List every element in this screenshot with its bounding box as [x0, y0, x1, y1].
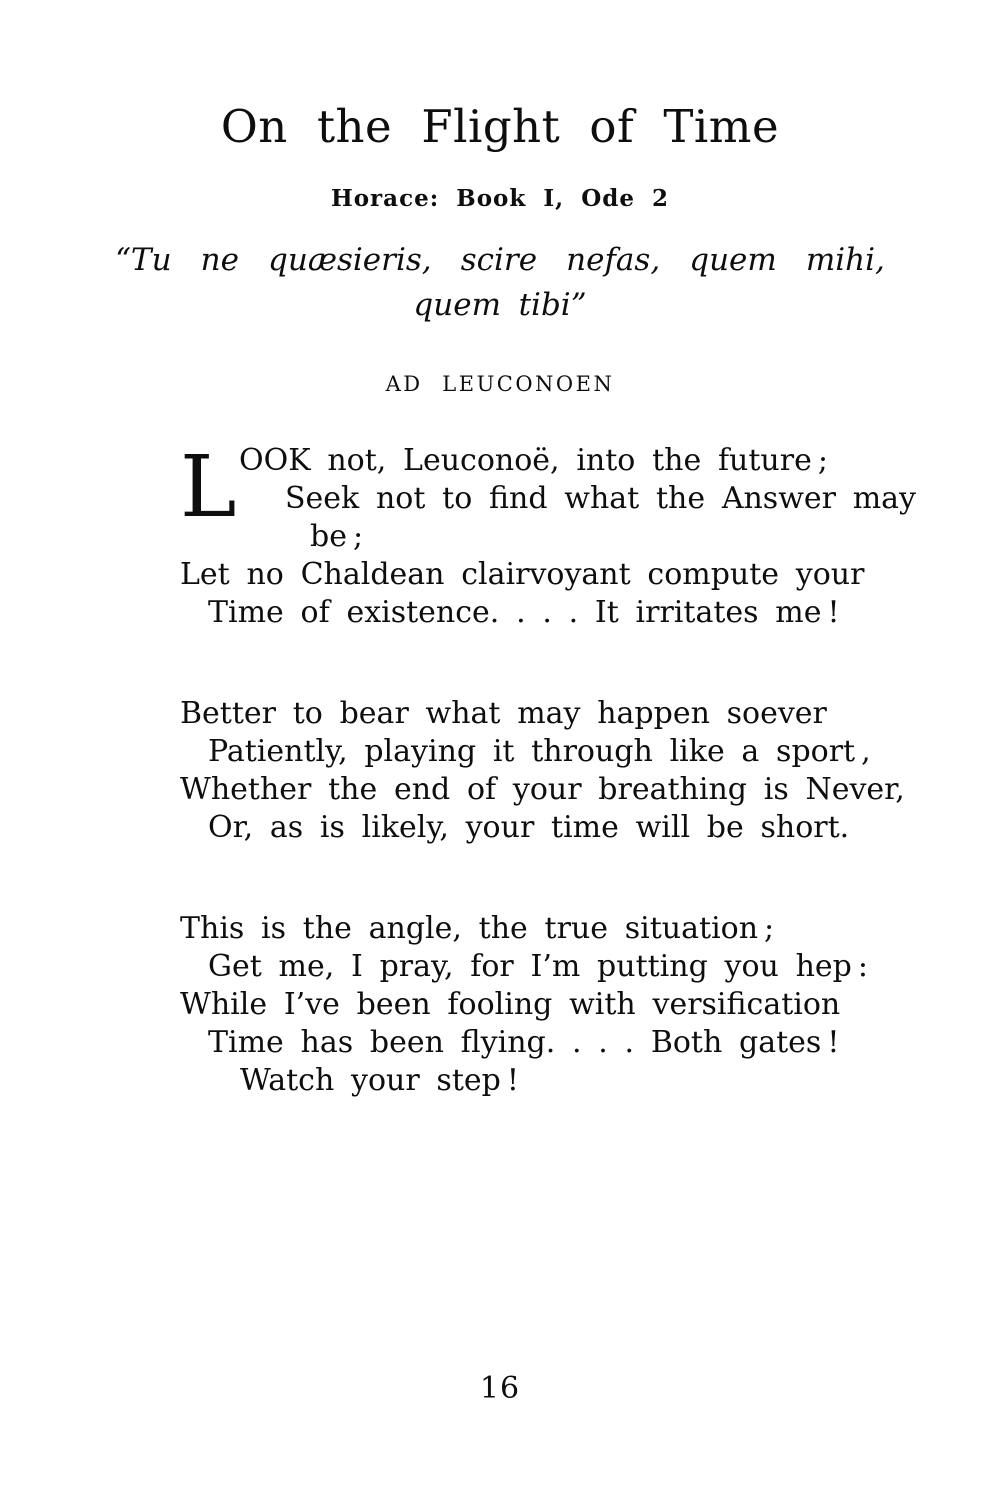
poem — [180, 438, 916, 1100]
epigraph — [0, 238, 1000, 328]
poem-line: OOK not, Leuconoë, into the future ; — [239, 443, 828, 478]
stanza-2 — [180, 695, 905, 847]
poem-line: Better to bear what may happen soever — [180, 696, 827, 731]
poem-line: be ; — [310, 519, 364, 554]
poem-line: Get me, I pray, for I’m putting you hep : — [208, 949, 868, 984]
dedication: AD LEUCONOEN — [385, 372, 615, 396]
epigraph-line-2: quem tibi” — [413, 287, 587, 323]
page-title: On the Flight of Time — [220, 100, 780, 153]
poem-line: This is the angle, the true situation ; — [180, 911, 775, 946]
poem-line: Patiently, playing it through like a sport , — [208, 734, 871, 769]
attribution: Horace: Book I, Ode 2 — [330, 185, 670, 212]
poem-line: Watch your step ! — [240, 1063, 519, 1098]
stanza-3 — [180, 910, 868, 1100]
poem-line: Seek not to find what the Answer may — [285, 481, 916, 516]
poem-line: Time of existence. . . . It irritates me ! — [208, 595, 840, 630]
poem-line: Let no Chaldean clairvoyant compute your — [180, 557, 865, 592]
drop-cap: L — [180, 438, 237, 537]
poem-line: Time has been flying. . . . Both gates ! — [208, 1025, 840, 1060]
page-number: 16 — [479, 1371, 521, 1406]
poem-line: Whether the end of your breathing is Never, — [180, 772, 905, 807]
stanza-1 — [180, 438, 916, 632]
poem-line: Or, as is likely, your time will be short. — [208, 810, 850, 845]
epigraph-line-1: “Tu ne quæsieris, scire nefas, quem mihi, — [115, 242, 885, 278]
poem-line: While I’ve been fooling with versification — [180, 987, 841, 1022]
